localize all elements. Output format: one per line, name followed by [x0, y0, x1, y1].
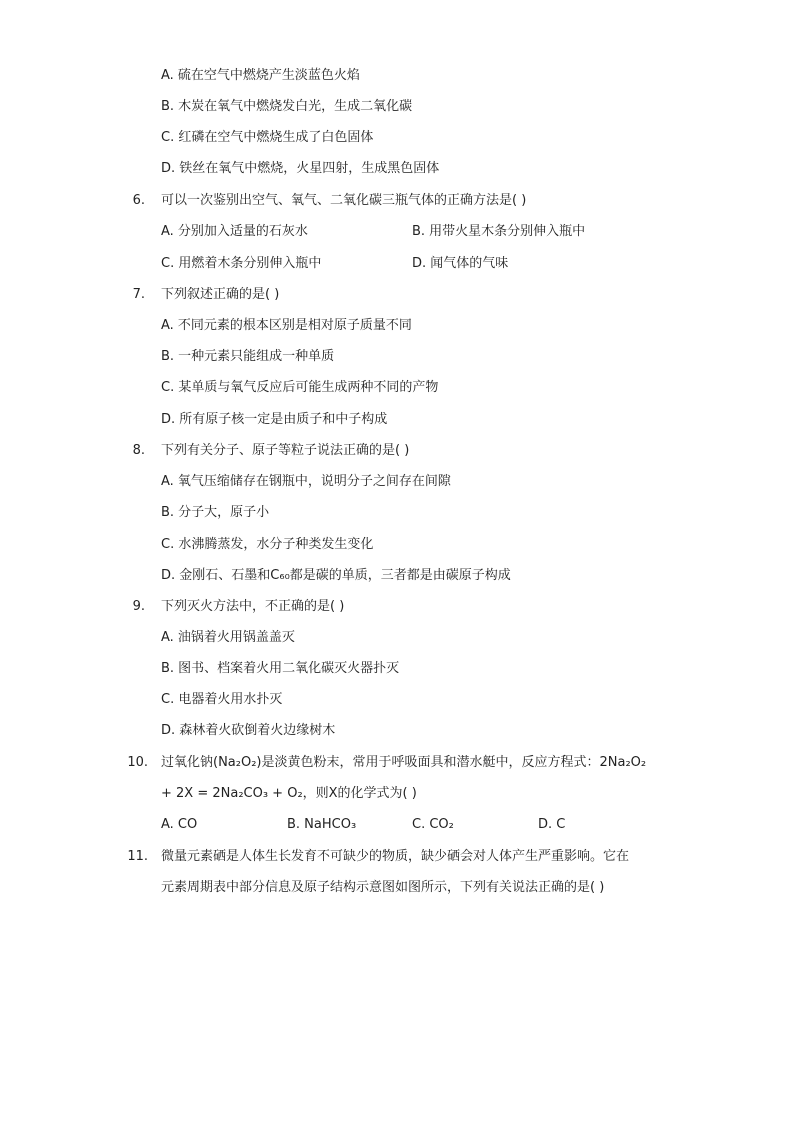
q7-option-a: A. 不同元素的根本区别是相对原子质量不同	[161, 318, 412, 333]
q8-option-b: B. 分子大，原子小	[161, 505, 270, 520]
q9-stem: 下列灭火方法中，不正确的是( )	[161, 599, 345, 614]
q6-option-b: B. 用带火星木条分别伸入瓶中	[412, 224, 586, 239]
q10-stem-line1: 过氧化钠(Na₂O₂)是淡黄色粉末，常用于呼吸面具和潜水艇中，反应方程式：2Na₂O₂	[161, 755, 647, 770]
q8-option-c: C. 水沸腾蒸发，水分子种类发生变化	[161, 537, 374, 552]
q7-option-b: B. 一种元素只能组成一种单质	[161, 349, 335, 364]
q8-number: 8.	[132, 443, 145, 458]
q9-option-b: B. 图书、档案着火用二氧化碳灭火器扑灭	[161, 661, 400, 676]
q7-option-c: C. 某单质与氧气反应后可能生成两种不同的产物	[161, 380, 439, 395]
q8-option-a: A. 氧气压缩储存在钢瓶中，说明分子之间存在间隙	[161, 474, 451, 489]
q5-option-c: C. 红磷在空气中燃烧生成了白色固体	[161, 130, 374, 145]
q10-option-b: B. NaHCO₃	[287, 817, 357, 832]
q9-option-a: A. 油锅着火用锅盖盖灭	[161, 630, 295, 645]
q6-option-c: C. 用燃着木条分别伸入瓶中	[161, 256, 322, 271]
q6-option-a: A. 分别加入适量的石灰水	[161, 224, 308, 239]
q5-option-a: A. 硫在空气中燃烧产生淡蓝色火焰	[161, 68, 360, 83]
q6-number: 6.	[132, 193, 145, 208]
q11-stem-line2: 元素周期表中部分信息及原子结构示意图如图所示，下列有关说法正确的是( )	[161, 880, 605, 895]
q10-stem-line2: + 2X = 2Na₂CO₃ + O₂，则X的化学式为( )	[161, 786, 417, 801]
q11-number: 11.	[127, 849, 148, 864]
q8-option-d: D. 金刚石、石墨和C₆₀都是碳的单质，三者都是由碳原子构成	[161, 568, 511, 583]
q5-option-d: D. 铁丝在氧气中燃烧，火星四射，生成黑色固体	[161, 161, 440, 176]
q7-number: 7.	[132, 287, 145, 302]
q9-option-c: C. 电器着火用水扑灭	[161, 692, 283, 707]
q8-stem: 下列有关分子、原子等粒子说法正确的是( )	[161, 443, 410, 458]
q9-number: 9.	[132, 599, 145, 614]
q6-option-d: D. 闻气体的气味	[412, 256, 509, 271]
q10-number: 10.	[127, 755, 148, 770]
q7-option-d: D. 所有原子核一定是由质子和中子构成	[161, 412, 388, 427]
q5-option-b: B. 木炭在氧气中燃烧发白光，生成二氧化碳	[161, 99, 413, 114]
q11-stem-line1: 微量元素硒是人体生长发育不可缺少的物质，缺少硒会对人体产生严重影响。它在	[161, 849, 630, 864]
q9-option-d: D. 森林着火砍倒着火边缘树木	[161, 723, 336, 738]
q10-option-a: A. CO	[161, 817, 198, 832]
q10-option-c: C. CO₂	[412, 817, 454, 832]
q6-stem: 可以一次鉴别出空气、氧气、二氧化碳三瓶气体的正确方法是( )	[161, 193, 527, 208]
q10-option-d: D. C	[538, 817, 566, 832]
q7-stem: 下列叙述正确的是( )	[161, 287, 280, 302]
